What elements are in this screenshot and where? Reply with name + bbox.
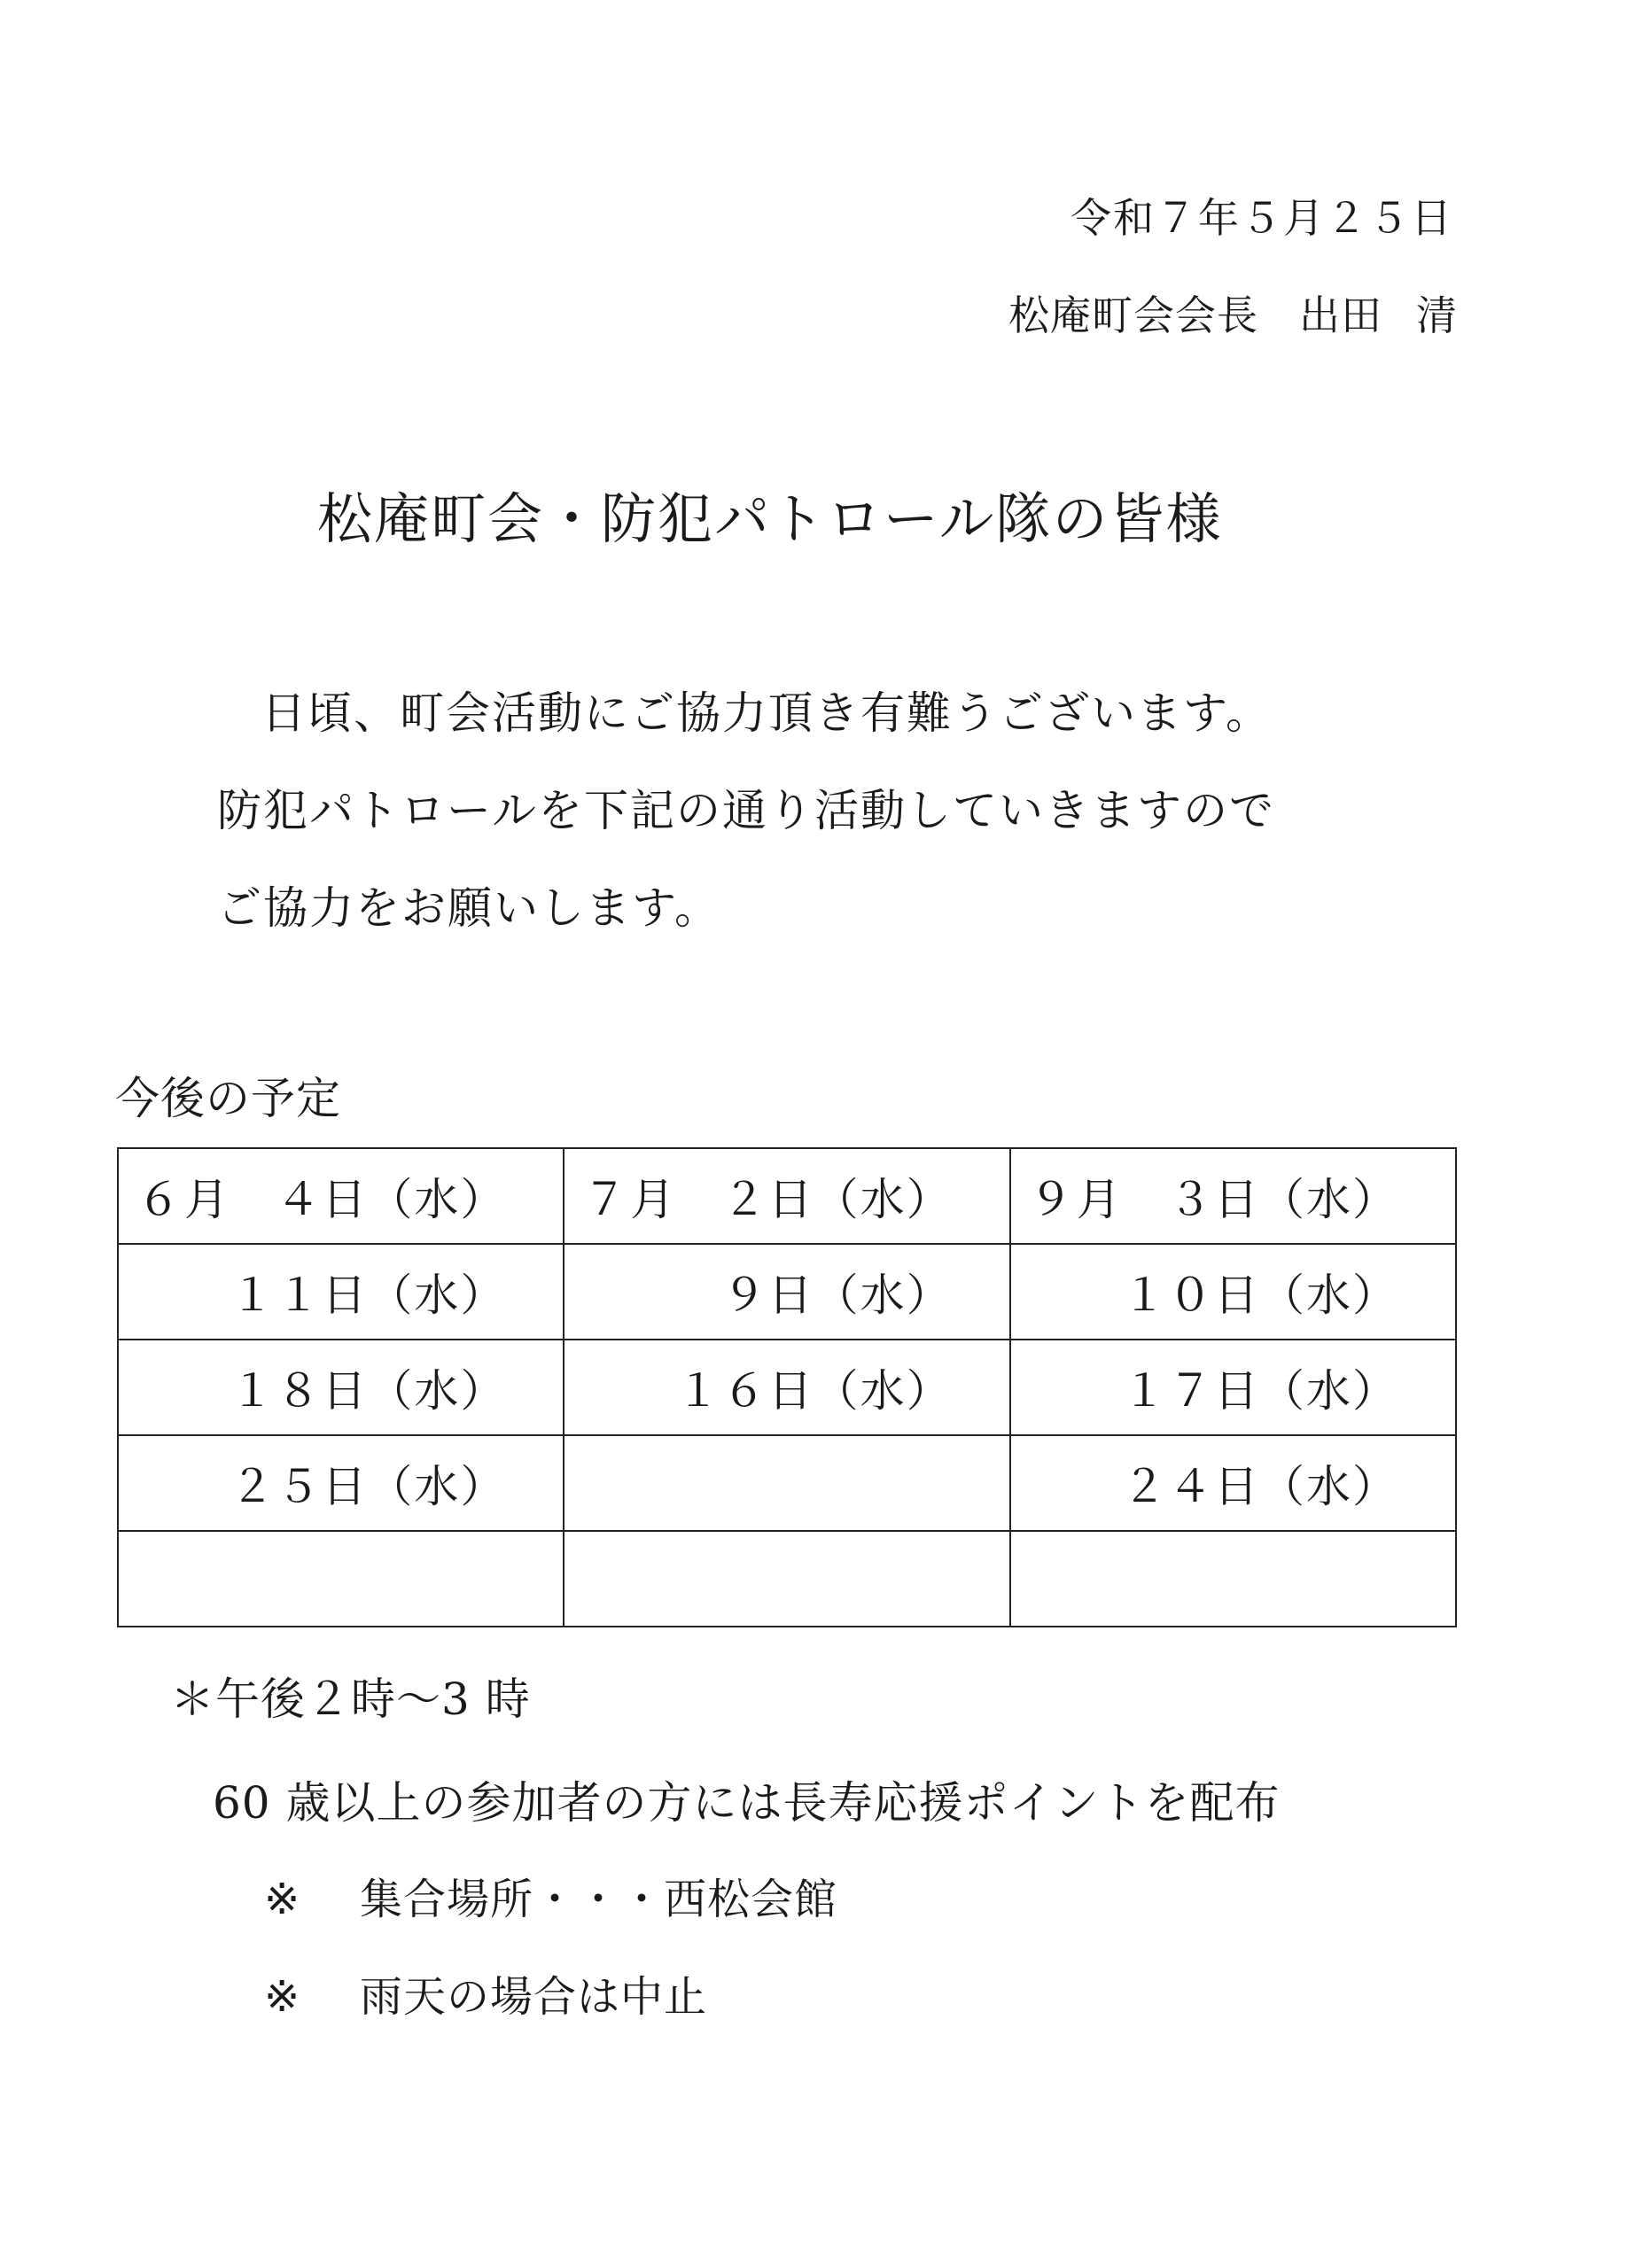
sender-title: 松庵町会会長 bbox=[1008, 291, 1258, 339]
table-cell bbox=[564, 1340, 1009, 1435]
table-cell bbox=[1010, 1148, 1456, 1244]
rain-text: 雨天の場合は中止 bbox=[360, 1972, 708, 2022]
table-cell bbox=[118, 1244, 564, 1340]
note-time: ＊午後２時～3 時 bbox=[170, 1674, 531, 1725]
cell-day: ４日（水） bbox=[276, 1174, 507, 1225]
document-date: 令和７年５月２５日 bbox=[1071, 194, 1453, 242]
cell-day: ２日（水） bbox=[721, 1174, 953, 1225]
reference-mark: ※ bbox=[264, 1972, 301, 2022]
table-row bbox=[118, 1435, 1456, 1531]
cell-day: ９日（水） bbox=[721, 1270, 953, 1321]
table-cell bbox=[118, 1531, 564, 1627]
sender-line bbox=[1008, 284, 1458, 342]
table-row bbox=[118, 1340, 1456, 1435]
cell-day: １０日（水） bbox=[1122, 1270, 1398, 1321]
document-heading: 松庵町会・防犯パトロール隊の皆様 bbox=[317, 486, 1223, 551]
table-cell bbox=[118, 1148, 564, 1244]
table-cell bbox=[118, 1435, 564, 1531]
note-meeting-place bbox=[264, 1865, 837, 1926]
table-cell bbox=[1010, 1340, 1456, 1435]
table-cell bbox=[564, 1531, 1009, 1627]
body-line-request: ご協力をお願いします。 bbox=[217, 882, 720, 934]
cell-day: １７日（水） bbox=[1122, 1365, 1398, 1417]
table-cell bbox=[1010, 1435, 1456, 1531]
table-cell bbox=[564, 1244, 1009, 1340]
cell-month: ９月 bbox=[1028, 1174, 1125, 1225]
cell-day: １６日（水） bbox=[675, 1365, 953, 1417]
table-cell bbox=[1010, 1531, 1456, 1627]
cell-month: ７月 bbox=[582, 1174, 679, 1225]
sender-surname: 出田 bbox=[1299, 291, 1382, 339]
cell-day: ２５日（水） bbox=[230, 1461, 507, 1512]
schedule-title: 今後の予定 bbox=[115, 1073, 341, 1124]
table-row bbox=[118, 1531, 1456, 1627]
table-cell bbox=[118, 1340, 564, 1435]
table-row bbox=[118, 1148, 1456, 1244]
table-cell bbox=[564, 1148, 1009, 1244]
cell-day: １１日（水） bbox=[230, 1270, 507, 1321]
cell-month: ６月 bbox=[136, 1174, 232, 1225]
cell-day: １８日（水） bbox=[230, 1365, 507, 1417]
schedule-table bbox=[117, 1147, 1457, 1627]
table-cell bbox=[1010, 1244, 1456, 1340]
table-cell bbox=[564, 1435, 1009, 1531]
cell-day: ３日（水） bbox=[1168, 1174, 1398, 1225]
note-rain bbox=[264, 1962, 707, 2023]
body-line-greeting: 日頃、町会活動にご協力頂き有難うございます。 bbox=[261, 687, 1272, 739]
note-points: 60 歳以上の参加者の方には長寿応援ポイントを配布 bbox=[213, 1777, 1281, 1829]
body-line-announcement: 防犯パトロールを下記の通り活動していきますので bbox=[217, 785, 1275, 836]
meeting-place-text: 集合場所・・・西松会館 bbox=[360, 1875, 838, 1924]
table-row bbox=[118, 1244, 1456, 1340]
sender-given-name: 清 bbox=[1416, 291, 1458, 339]
cell-day: ２４日（水） bbox=[1122, 1461, 1398, 1512]
reference-mark: ※ bbox=[264, 1875, 301, 1924]
